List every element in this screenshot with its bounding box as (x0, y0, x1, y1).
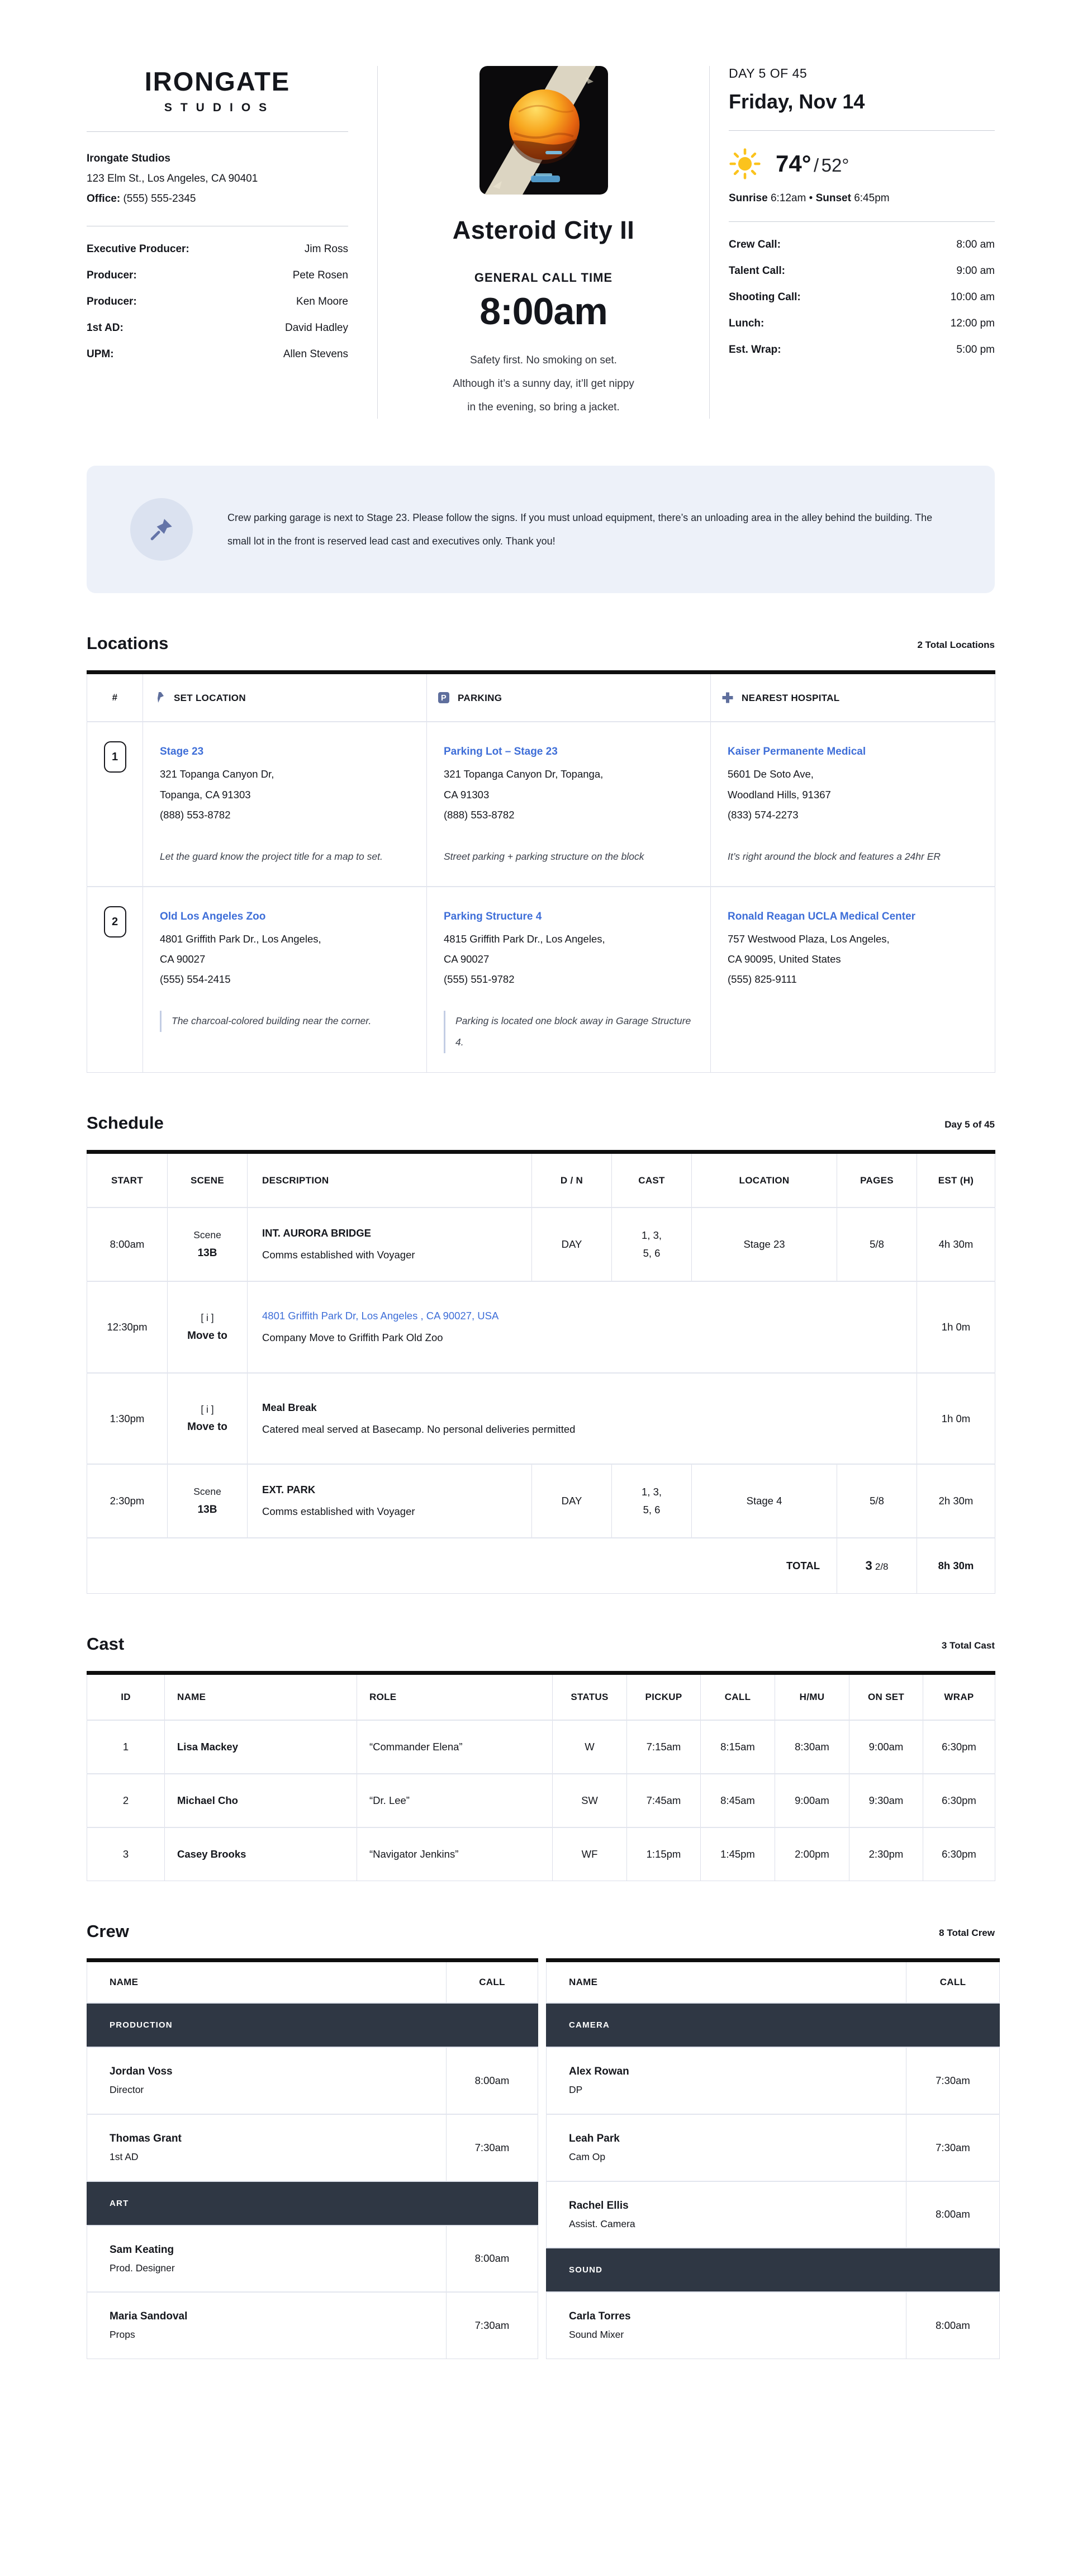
crew-table-left (87, 1958, 538, 2359)
temp-high: 74° (776, 150, 811, 177)
cast-onset: 9:30am (849, 1774, 923, 1827)
scene-cell (168, 1373, 248, 1465)
crew-section-bar (87, 2003, 538, 2047)
temp-low: 52° (821, 155, 849, 176)
location-cell: Stage 4 (692, 1464, 837, 1538)
crew-call-time: 7:30am (906, 2047, 1000, 2114)
hmu-header: H/MU (775, 1673, 849, 1721)
hospital-cell (711, 887, 995, 1072)
parking-icon (437, 691, 450, 704)
est-cell: 1h 0m (917, 1373, 995, 1465)
cast-ids-line: 5, 6 (643, 1247, 661, 1259)
crew-department-sound: SOUND (547, 2248, 1000, 2292)
cast-pickup: 7:15am (627, 1720, 701, 1774)
crew-call-time: 8:00am (906, 2181, 1000, 2248)
scene-number: 13B (197, 1504, 217, 1516)
crew-row (87, 2114, 538, 2181)
safety-note (402, 349, 685, 419)
call-label: Crew Call: (729, 239, 781, 250)
total-pages-cell (837, 1538, 917, 1594)
schedule-table (87, 1150, 995, 1594)
total-pages-main: 3 (865, 1559, 872, 1573)
header-day-column (710, 66, 995, 419)
location-number: 2 (104, 906, 126, 937)
divider (729, 130, 995, 131)
safety-line: in the evening, so bring a jacket. (467, 401, 620, 413)
staff-label: Producer: (87, 296, 137, 308)
crew-total: 8 Total Crew (939, 1928, 995, 1939)
scene-description: Comms established with Voyager (262, 1249, 415, 1261)
address-line: 5601 De Soto Ave, (728, 768, 814, 780)
crew-member-role: Cam Op (569, 2151, 606, 2163)
crew-title: Crew (87, 1921, 129, 1942)
crew-member (87, 2225, 447, 2293)
call-row (729, 239, 995, 251)
safety-line: Safety first. No smoking on set. (470, 354, 617, 366)
start-cell: 1:30pm (87, 1373, 168, 1465)
crew-member-role: Prod. Designer (110, 2262, 175, 2274)
cast-status: WF (553, 1827, 627, 1881)
crew-call-time: 7:30am (447, 2292, 538, 2359)
cast-ids-line: 1, 3, (642, 1485, 662, 1498)
description-cell (248, 1464, 532, 1538)
pushpin-icon (149, 517, 174, 542)
total-label: TOTAL (87, 1538, 837, 1594)
sunset-time: 6:45pm (851, 192, 890, 204)
crew-name-header: NAME (87, 1961, 447, 2004)
location-row (87, 887, 995, 1072)
staff-row (87, 269, 348, 282)
description-header: DESCRIPTION (248, 1152, 532, 1208)
crew-call-time: 7:30am (447, 2114, 538, 2181)
cast-id: 2 (87, 1774, 165, 1827)
crew-member-role: Props (110, 2329, 135, 2341)
address-line: CA 90027 (444, 953, 490, 965)
hospital-link[interactable]: Kaiser Permanente Medical (728, 746, 866, 758)
call-label: Shooting Call: (729, 291, 801, 303)
pickup-header: PICKUP (627, 1673, 701, 1721)
staff-label: Executive Producer: (87, 243, 189, 255)
scene-label: Scene (193, 1229, 221, 1241)
phone-line: (555) 825-9111 (728, 973, 797, 986)
onset-header: ON SET (849, 1673, 923, 1721)
schedule-header-row (87, 1152, 995, 1208)
cast-ids-cell (612, 1208, 692, 1281)
crew-section-bar (547, 2003, 1000, 2047)
crew-row (547, 2047, 1000, 2114)
call-label: Talent Call: (729, 265, 785, 277)
location-note: Let the guard know the project title for a map to set. (160, 850, 383, 862)
production-title: Asteroid City II (452, 216, 635, 244)
call-time: 5:00 pm (956, 344, 995, 356)
crew-department-camera: CAMERA (547, 2003, 1000, 2047)
locations-num-header: # (87, 673, 143, 722)
scene-description: Comms established with Voyager (262, 1505, 415, 1518)
schedule-move-row (87, 1281, 995, 1373)
address-line: CA 91303 (444, 788, 490, 801)
staff-name: Jim Ross (304, 243, 348, 255)
hospital-note: It’s right around the block and features a 24hr ER (728, 850, 941, 862)
header (87, 66, 995, 419)
crew-member-name: Thomas Grant (110, 2132, 182, 2144)
schedule-total-row (87, 1538, 995, 1594)
cast-call: 1:45pm (701, 1827, 775, 1881)
location-number: 1 (104, 741, 126, 773)
cast-ids-line: 1, 3, (642, 1229, 662, 1241)
temperature (776, 150, 849, 177)
location-row (87, 722, 995, 887)
call-row (729, 291, 995, 304)
est-header: EST (H) (917, 1152, 995, 1208)
company-name: Irongate Studios (87, 153, 170, 164)
pages-header: PAGES (837, 1152, 917, 1208)
crew-call-time: 7:30am (906, 2114, 1000, 2181)
cast-onset: 2:30pm (849, 1827, 923, 1881)
start-header: START (87, 1152, 168, 1208)
schedule-day-label: Day 5 of 45 (944, 1119, 995, 1130)
crew-row (87, 2047, 538, 2114)
crew-header-row (87, 1961, 538, 2004)
sunrise-time: 6:12am (767, 192, 806, 204)
cast-ids-line: 5, 6 (643, 1504, 661, 1516)
call-row (729, 318, 995, 330)
crew-member (547, 2047, 906, 2114)
set-location-cell (143, 887, 427, 1072)
crew-member (87, 2292, 447, 2359)
call-label: Est. Wrap: (729, 344, 781, 356)
dn-cell: DAY (532, 1208, 612, 1281)
call-time: 12:00 pm (950, 318, 995, 329)
sun-icon (729, 148, 761, 180)
cast-hmu: 8:30am (775, 1720, 849, 1774)
weather (729, 148, 995, 180)
cast-title: Cast (87, 1634, 125, 1654)
crew-section-bar (87, 2181, 538, 2225)
hospital-cell (711, 722, 995, 887)
office-phone: (555) 555-2345 (120, 193, 196, 205)
locations-title: Locations (87, 633, 169, 654)
cast-name: Casey Brooks (165, 1827, 357, 1881)
crew-member (87, 2114, 447, 2181)
pages-cell: 5/8 (837, 1208, 917, 1281)
address-line: CA 90027 (160, 953, 206, 965)
crew-member-name: Alex Rowan (569, 2066, 629, 2078)
staff-name: David Hadley (285, 322, 348, 334)
total-pages-fraction: 2/8 (875, 1561, 889, 1573)
parking-link[interactable]: Parking Structure 4 (444, 911, 542, 923)
role-header: ROLE (357, 1673, 553, 1721)
location-cell: Stage 23 (692, 1208, 837, 1281)
cast-name: Lisa Mackey (165, 1720, 357, 1774)
office-label: Office: (87, 193, 121, 205)
locations-header-row (87, 673, 995, 722)
move-to-label: Move to (187, 1329, 227, 1342)
company-office-phone (87, 189, 348, 209)
studio-logo: IRONGATE (144, 67, 291, 96)
start-cell: 2:30pm (87, 1464, 168, 1538)
crew-row (87, 2225, 538, 2293)
phone-line: (833) 574-2273 (728, 808, 799, 821)
cast-wrap: 6:30pm (923, 1827, 995, 1881)
crew-member-name: Leah Park (569, 2132, 620, 2144)
crew-member-role: Sound Mixer (569, 2329, 624, 2341)
staff-label: 1st AD: (87, 322, 124, 334)
locations-total: 2 Total Locations (917, 640, 995, 651)
general-call-time-label: GENERAL CALL TIME (474, 271, 613, 285)
cast-row (87, 1774, 995, 1827)
crew-member-name: Carla Torres (569, 2310, 631, 2323)
set-location-header-label: SET LOCATION (174, 693, 246, 704)
staff-row (87, 296, 348, 308)
cast-wrap: 6:30pm (923, 1720, 995, 1774)
cast-call: 8:15am (701, 1720, 775, 1774)
crew-row (87, 2292, 538, 2359)
cast-wrap: 6:30pm (923, 1774, 995, 1827)
cast-status: W (553, 1720, 627, 1774)
cast-pickup: 7:45am (627, 1774, 701, 1827)
move-to-label: Move to (187, 1421, 227, 1433)
scene-number: 13B (197, 1247, 217, 1259)
sunset-label: Sunset (815, 192, 851, 204)
scene-cell (168, 1281, 248, 1373)
address-line: Topanga, CA 91303 (160, 788, 251, 801)
cast-ids-cell (612, 1464, 692, 1538)
start-cell: 8:00am (87, 1208, 168, 1281)
call-header: CALL (701, 1673, 775, 1721)
cast-status: SW (553, 1774, 627, 1827)
meal-break-title: Meal Break (262, 1401, 317, 1413)
crew-section-bar (547, 2248, 1000, 2292)
crew-call-time: 8:00am (447, 2047, 538, 2114)
scene-slug: EXT. PARK (262, 1484, 316, 1496)
crew-row (547, 2292, 1000, 2359)
staff-row (87, 322, 348, 334)
move-address-link[interactable]: 4801 Griffith Park Dr, Los Angeles , CA 90027, USA (262, 1310, 499, 1322)
navigation-arrow-icon (153, 691, 167, 704)
schedule-title: Schedule (87, 1112, 164, 1133)
shoot-date: Friday, Nov 14 (729, 90, 865, 113)
est-cell: 4h 30m (917, 1208, 995, 1281)
schedule-row (87, 1464, 995, 1538)
crew-member-role: Director (110, 2084, 144, 2096)
name-header: NAME (165, 1673, 357, 1721)
crew-department-art: ART (87, 2181, 538, 2225)
locations-table (87, 670, 995, 1072)
locations-section-header (87, 633, 995, 654)
crew-table-right (546, 1958, 1000, 2359)
staff-name: Ken Moore (296, 296, 348, 308)
header-production-column (377, 66, 710, 419)
header-studio-column (87, 66, 377, 419)
cast-total: 3 Total Cast (941, 1640, 995, 1651)
crew-member-name: Jordan Voss (110, 2066, 173, 2078)
location-number-cell (87, 887, 143, 1072)
parking-header (427, 673, 711, 722)
crew-call-time: 8:00am (447, 2225, 538, 2293)
hospital-header-label: NEAREST HOSPITAL (742, 693, 840, 704)
address-line: 321 Topanga Canyon Dr, Topanga, (444, 768, 604, 780)
call-row (729, 344, 995, 356)
cast-hmu: 2:00pm (775, 1827, 849, 1881)
set-location-header (143, 673, 427, 722)
est-cell: 1h 0m (917, 1281, 995, 1373)
dn-header: D / N (532, 1152, 612, 1208)
address-line: CA 90095, United States (728, 953, 841, 965)
day-counter: DAY 5 OF 45 (729, 66, 808, 80)
sunrise-label: Sunrise (729, 192, 768, 204)
phone-line: (555) 551-9782 (444, 973, 515, 986)
move-description: Company Move to Griffith Park Old Zoo (262, 1331, 443, 1343)
crew-tables (87, 1958, 995, 2359)
staff-row (87, 243, 348, 255)
crew-call-time: 8:00am (906, 2292, 1000, 2359)
cast-pickup: 1:15pm (627, 1827, 701, 1881)
cast-section-header (87, 1634, 995, 1654)
staff-label: UPM: (87, 348, 114, 361)
cast-header: CAST (612, 1152, 692, 1208)
cast-row (87, 1720, 995, 1774)
general-call-time: 8:00am (479, 290, 607, 333)
address-line: Woodland Hills, 91367 (728, 788, 831, 801)
crew-department-production: PRODUCTION (87, 2003, 538, 2047)
asteroid-planet-artwork (479, 66, 608, 195)
parking-cell (427, 887, 711, 1072)
call-time: 9:00 am (956, 265, 995, 277)
crew-member-role: 1st AD (110, 2151, 139, 2163)
scene-slug: INT. AURORA BRIDGE (262, 1227, 371, 1239)
set-location-link[interactable]: Stage 23 (160, 746, 204, 758)
id-header: ID (87, 1673, 165, 1721)
address-line: 757 Westwood Plaza, Los Angeles, (728, 933, 890, 945)
status-header: STATUS (553, 1673, 627, 1721)
est-cell: 2h 30m (917, 1464, 995, 1538)
scene-cell (168, 1208, 248, 1281)
call-label: Lunch: (729, 318, 765, 329)
svg-text:P: P (441, 694, 447, 703)
cast-header-row (87, 1673, 995, 1721)
crew-member-name: Maria Sandoval (110, 2310, 188, 2323)
start-cell: 12:30pm (87, 1281, 168, 1373)
schedule-row (87, 1208, 995, 1281)
scene-header: SCENE (168, 1152, 248, 1208)
total-est-cell: 8h 30m (917, 1538, 995, 1594)
schedule-section-header (87, 1113, 995, 1133)
parking-cell (427, 722, 711, 887)
cast-role: “Navigator Jenkins” (357, 1827, 553, 1881)
staff-row (87, 348, 348, 361)
cast-name: Michael Cho (165, 1774, 357, 1827)
medical-cross-icon (721, 691, 734, 704)
cast-call: 8:45am (701, 1774, 775, 1827)
staff-name: Allen Stevens (283, 348, 348, 361)
crew-member (87, 2047, 447, 2114)
cast-table (87, 1671, 995, 1881)
dot-separator: • (806, 192, 816, 204)
info-marker: [ i ] (201, 1403, 214, 1415)
studio-logo-subtitle: STUDIOS (164, 101, 276, 114)
production-note (87, 466, 995, 593)
cast-role: “Commander Elena” (357, 1720, 553, 1774)
parking-link[interactable]: Parking Lot – Stage 23 (444, 746, 558, 758)
location-header: LOCATION (692, 1152, 837, 1208)
call-row (729, 265, 995, 277)
cast-role: “Dr. Lee” (357, 1774, 553, 1827)
dn-cell: DAY (532, 1464, 612, 1538)
call-time: 8:00 am (956, 239, 995, 250)
divider (87, 131, 348, 132)
crew-row (547, 2114, 1000, 2181)
phone-line: (555) 554-2415 (160, 973, 231, 986)
scene-label: Scene (193, 1486, 221, 1498)
scene-cell (168, 1464, 248, 1538)
address-line: 321 Topanga Canyon Dr, (160, 768, 274, 780)
staff-name: Pete Rosen (292, 269, 348, 282)
schedule-meal-row (87, 1373, 995, 1465)
crew-header-row (547, 1961, 1000, 2004)
location-number-cell (87, 722, 143, 887)
sun-times (729, 192, 995, 205)
hospital-link[interactable]: Ronald Reagan UCLA Medical Center (728, 911, 916, 923)
temp-separator: / (813, 155, 819, 176)
crew-section-header (87, 1921, 995, 1942)
cast-id: 1 (87, 1720, 165, 1774)
description-cell (248, 1281, 917, 1373)
crew-member (547, 2114, 906, 2181)
cast-hmu: 9:00am (775, 1774, 849, 1827)
crew-member (547, 2292, 906, 2359)
phone-line: (888) 553-8782 (444, 808, 515, 821)
info-marker: [ i ] (201, 1312, 214, 1324)
staff-label: Producer: (87, 269, 137, 282)
parking-header-label: PARKING (458, 693, 502, 704)
set-location-link[interactable]: Old Los Angeles Zoo (160, 911, 266, 923)
parking-note: Street parking + parking structure on the block (444, 850, 644, 862)
note-text: Crew parking garage is next to Stage 23. Please follow the signs. If you must unload equipment, there’s an unloading area in the alley behind the building. The small lot in the front is reserved lead cast and executives only. Thank you! (227, 512, 933, 547)
pages-cell: 5/8 (837, 1464, 917, 1538)
hospital-header (711, 673, 995, 722)
cast-id: 3 (87, 1827, 165, 1881)
note-icon-circle (130, 498, 193, 561)
crew-call-header: CALL (906, 1961, 1000, 2004)
divider (729, 221, 995, 222)
set-location-cell (143, 722, 427, 887)
address-line: 4801 Griffith Park Dr., Los Angeles, (160, 933, 321, 945)
wrap-header: WRAP (923, 1673, 995, 1721)
address-line: 4815 Griffith Park Dr., Los Angeles, (444, 933, 605, 945)
cast-row (87, 1827, 995, 1881)
crew-member-role: Assist. Camera (569, 2218, 635, 2229)
crew-member-name: Rachel Ellis (569, 2199, 629, 2212)
description-cell (248, 1373, 917, 1465)
company-address: 123 Elm St., Los Angeles, CA 90401 (87, 173, 258, 185)
call-time: 10:00 am (950, 291, 995, 303)
crew-name-header: NAME (547, 1961, 906, 2004)
meal-break-description: Catered meal served at Basecamp. No personal deliveries permitted (262, 1423, 576, 1435)
description-cell (248, 1208, 532, 1281)
location-note: The charcoal-colored building near the corner. (160, 1011, 410, 1032)
crew-call-header: CALL (447, 1961, 538, 2004)
crew-member-name: Sam Keating (110, 2243, 174, 2256)
crew-member (547, 2181, 906, 2248)
safety-line: Although it’s a sunny day, it’ll get nippy (453, 377, 634, 390)
crew-row (547, 2181, 1000, 2248)
phone-line: (888) 553-8782 (160, 808, 231, 821)
crew-member-role: DP (569, 2084, 583, 2096)
parking-note: Parking is located one block away in Garage Structure 4. (444, 1011, 694, 1053)
cast-onset: 9:00am (849, 1720, 923, 1774)
